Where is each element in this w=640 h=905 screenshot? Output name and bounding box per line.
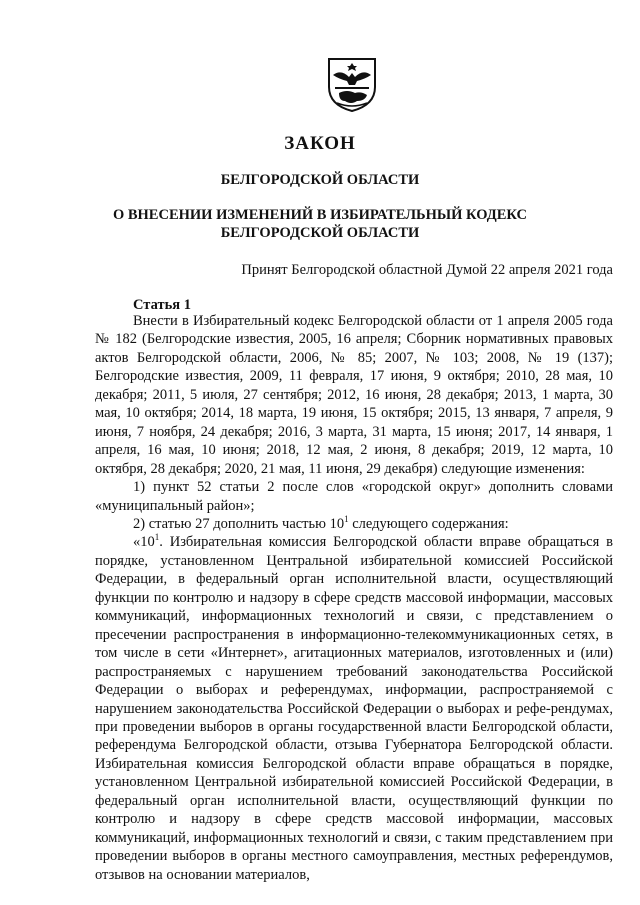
article-intro-paragraph: Внести в Избирательный кодекс Белгородской области от 1 апреля 2005 года № 182 (Белгородские известия, 2005, 16 апреля; Сборник нормативных правовых актов Белгородской области, 2006, № 85; 2007, № 103; 2008, № 19 (137); Белгородские известия, 2009, 11 февраля, 17 июня, 9 октября; 2010, 28 мая, 10 декабря; 2011, 5 июля, 27 сентября; 2012, 16 июня, 28 декабря; 2013, 1 марта, 30 мая, 10 октября; 2014, 18 марта, 19 июня, 15 октября; 2015, 13 января, 7 апреля, 9 июня, 7 ноября, 24 декабря; 2016, 3 марта, 31 марта, 15 июня; 2017, 14 января, 1 апреля, 16 мая, 10 июня; 2018, 12 мая, 2 июня, 8 декабря; 2019, 12 марта, 10 октября, 28 декабря; 2020, 21 мая, 11 июня, 29 декабря) следующие изменения: [95, 313, 613, 477]
law-subject-line-1: О ВНЕСЕНИИ ИЗМЕНЕНИЙ В ИЗБИРАТЕЛЬНЫЙ КОДЕКС [112, 207, 528, 223]
document-title: ЗАКОН [284, 133, 356, 154]
amendment-item-2-tail: следующего содержания: [348, 515, 509, 532]
superscript: 1 [344, 513, 349, 524]
law-subject-line-2: БЕЛГОРОДСКОЙ ОБЛАСТИ [220, 225, 420, 241]
quoted-part-text: . Избирательная комиссия Белгородской области вправе обращаться в порядке, установленном Центральной избирательной комиссией Российской Федерации, в федеральный орган исполнительной власти, осуществляющий функции по контролю и надзору в сфере средств массовой информации, массовых коммуникаций, информационных технологий и связи, с представлением о пресечении распространения в информационно-телекоммуникационных сетях, в том числе в сети «Интернет», агитационных материалов, изготовленных и (или) распространяемых с нарушением требований законодательства Российской Федерации о выборах и референдумах, информации, распространяемой с нарушением законодательства Российской Федерации о выборах и рефе-рендумах, при проведении выборов в органы государственной власти Белгородской области, референдума Белгородской области, отзыва Губернатора Белгородской области. Избирательная комиссия Белгородской области вправе обращаться в порядке, установленном Центральной избирательной комиссией Российской Федерации, в федеральный орган исполнительной власти, осуществляющий функции по контролю и надзору в сфере средств массовой информации, массовых коммуникаций, информационных технологий и связи, с таким представлением при проведении выборов в органы местного самоуправления, местных референдумов, отзывов на основании материалов, [95, 534, 613, 883]
article-heading: Статья 1 [133, 297, 191, 313]
amendment-item-2-text: 2) статью 27 дополнить частью 10 [133, 515, 345, 532]
superscript: 1 [154, 532, 160, 543]
amendment-item-1: 1) пункт 52 статьи 2 после слов «городской округ» дополнить словами «муниципальный район»; [95, 479, 613, 514]
article-body [95, 312, 613, 884]
adoption-note: Принят Белгородской областной Думой 22 апреля 2021 года [241, 262, 613, 278]
quoted-part-number: «10 [133, 534, 155, 551]
amendment-item-2 [95, 515, 613, 533]
quoted-part-paragraph [95, 533, 613, 884]
coat-of-arms-icon [327, 57, 377, 113]
region-name: БЕЛГОРОДСКОЙ ОБЛАСТИ [220, 172, 420, 188]
